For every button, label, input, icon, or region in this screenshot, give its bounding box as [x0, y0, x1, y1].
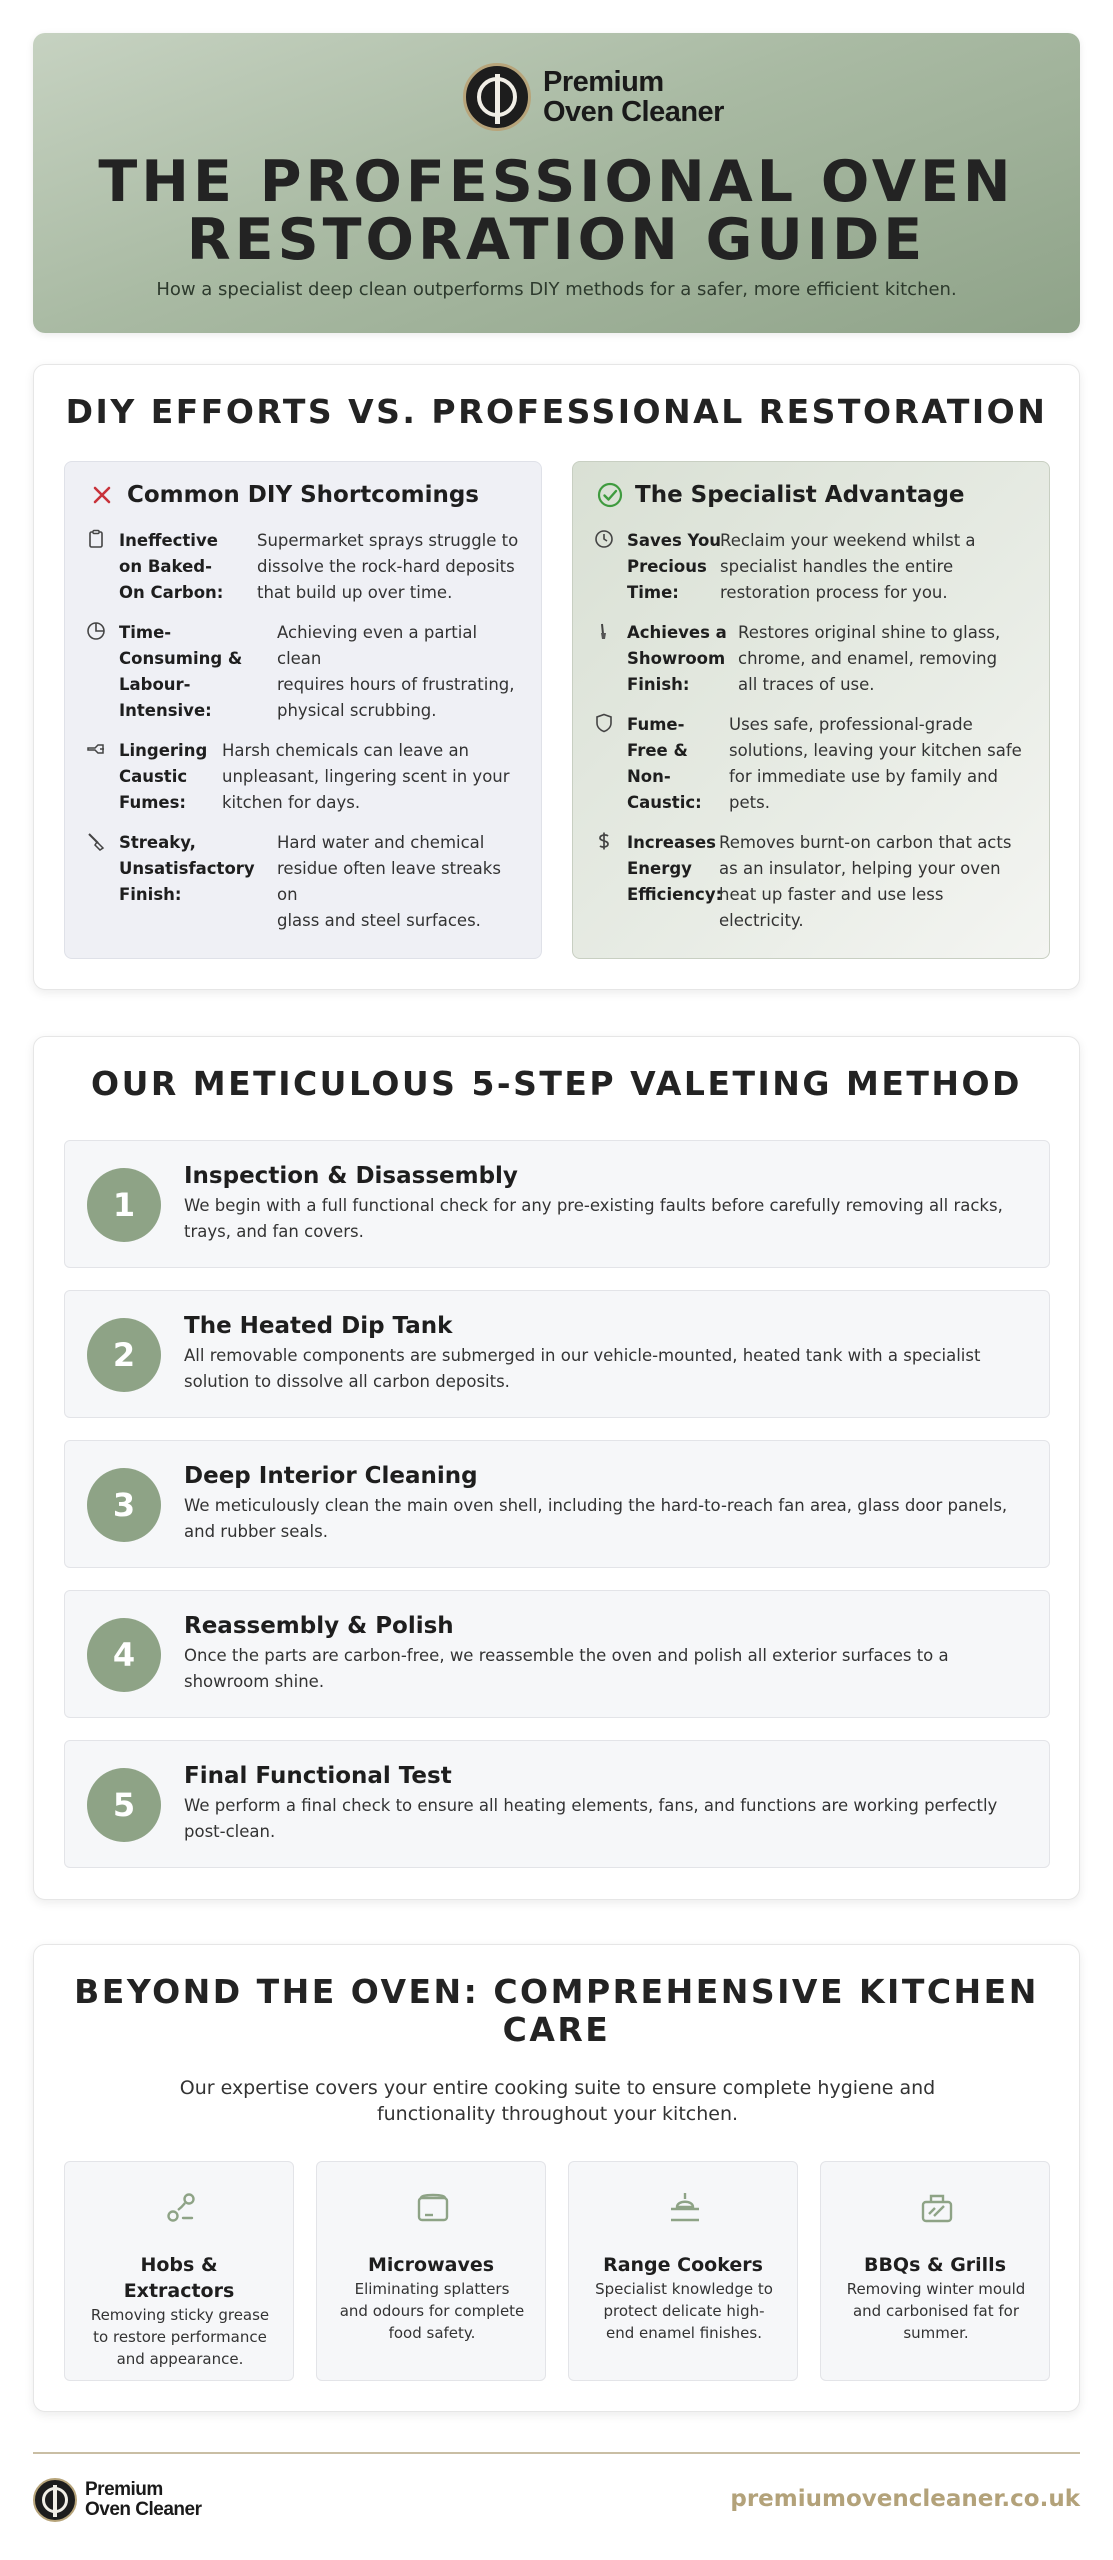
item-description: Hard water and chemical residue often leave streaks on glass and steel surfaces. [277, 833, 501, 930]
page-title-line1: THE PROFESSIONAL OVEN [98, 149, 1015, 215]
step-number: 1 [87, 1168, 161, 1242]
service-tile [316, 2161, 546, 2381]
item-description: Supermarket sprays struggle to dissolve the rock-hard deposits that build up over time. [257, 531, 519, 602]
tile-title: Microwaves [367, 2254, 495, 2276]
tile-description: Specialist knowledge to protect delicate high- end enamel finishes. [595, 2280, 773, 2342]
x-icon [89, 482, 115, 508]
brand-name-line1: Premium [85, 2479, 163, 2501]
page-subtitle: How a specialist deep clean outperforms DIY methods for a safer, more efficient kitchen. [156, 279, 957, 300]
diy-heading: Common DIY Shortcomings [127, 482, 479, 508]
range-cooker-icon [665, 2188, 705, 2228]
item-description: Restores original shine to glass, chrome, and enamel, removing all traces of use. [738, 623, 1001, 694]
step-title: Inspection & Disassembly [184, 1163, 518, 1189]
clock-icon [593, 528, 615, 550]
item-description: Uses safe, professional-grade solutions, leaving your kitchen safe for immediate use by family and pets. [729, 715, 1022, 812]
check-circle-icon [597, 482, 623, 508]
beyond-title: BEYOND THE OVEN: COMPREHENSIVE KITCHEN CARE [74, 1972, 1039, 2049]
dollar-icon [593, 830, 615, 852]
footer-divider [33, 2452, 1080, 2454]
tile-description: Removing winter mould and carbonised fat for summer. [846, 2280, 1026, 2342]
item-label: Saves You Precious Time: [627, 531, 722, 602]
step-card [64, 1740, 1050, 1868]
step-title: The Heated Dip Tank [184, 1313, 453, 1339]
item-description: Harsh chemicals can leave an unpleasant, lingering scent in your kitchen for days. [222, 741, 510, 812]
item-label: Achieves a Showroom Finish: [627, 623, 727, 694]
beyond-section [33, 1944, 1080, 2412]
spray-icon [85, 738, 107, 760]
step-number: 4 [87, 1618, 161, 1692]
item-description: Removes burnt-on carbon that acts as an insulator, helping your oven heat up faster and use less electricity. [719, 833, 1012, 930]
hero-banner [33, 33, 1080, 333]
brand-logo[interactable] [463, 63, 724, 131]
oven-cleaner-logo-mark-icon [33, 2478, 77, 2522]
tile-title: Hobs & Extractors [123, 2254, 235, 2302]
pro-panel [572, 461, 1050, 959]
item-label: Fume- Free & Non- Caustic: [627, 715, 702, 812]
step-number: 3 [87, 1468, 161, 1542]
item-label: Increases Energy Efficiency: [627, 833, 723, 904]
clipboard-icon [85, 528, 107, 550]
service-tile [568, 2161, 798, 2381]
step-description: We begin with a full functional check for any pre-existing faults before carefully removing all racks, trays, and fan covers. [184, 1196, 1003, 1241]
oven-cleaner-logo-mark-icon [463, 63, 531, 131]
step-card [64, 1440, 1050, 1568]
page-title-line2: RESTORATION GUIDE [186, 207, 927, 273]
brush-icon [85, 830, 107, 852]
tile-title: Range Cookers [603, 2254, 763, 2276]
page-title [33, 149, 1080, 273]
method-title: OUR METICULOUS 5-STEP VALETING METHOD [91, 1064, 1022, 1103]
footer-logo[interactable] [33, 2478, 202, 2522]
item-label: Ineffective on Baked- On Carbon: [119, 531, 224, 602]
comparison-title: DIY EFFORTS VS. PROFESSIONAL RESTORATION [65, 392, 1048, 431]
comparison-section [33, 364, 1080, 990]
brand-name-line2: Oven Cleaner [85, 2499, 202, 2520]
brand-name-line2: Oven Cleaner [543, 96, 724, 128]
microwave-icon [413, 2188, 453, 2228]
tile-description: Eliminating splatters and odours for complete food safety. [339, 2280, 525, 2342]
step-title: Final Functional Test [184, 1763, 452, 1789]
step-description: Once the parts are carbon-free, we reassemble the oven and polish all exterior surfaces to a showroom shine. [184, 1646, 949, 1691]
clock-pie-icon [85, 620, 107, 642]
step-card [64, 1590, 1050, 1718]
step-title: Reassembly & Polish [184, 1613, 454, 1639]
tile-description: Removing sticky grease to restore performance and appearance. [90, 2306, 270, 2368]
bbq-grill-icon [917, 2188, 957, 2228]
item-description: Achieving even a partial clean requires hours of frustrating, physical scrubbing. [277, 623, 515, 720]
item-label: Lingering Caustic Fumes: [119, 741, 208, 812]
website-link[interactable]: premiumovencleaner.co.uk [730, 2486, 1080, 2512]
item-label: Streaky, Unsatisfactory Finish: [119, 833, 255, 904]
brand-name-line1: Premium [543, 65, 664, 98]
pro-heading: The Specialist Advantage [635, 482, 965, 508]
item-label: Time- Consuming & Labour- Intensive: [119, 623, 243, 720]
step-card [64, 1140, 1050, 1268]
step-title: Deep Interior Cleaning [184, 1463, 478, 1489]
step-card [64, 1290, 1050, 1418]
item-description: Reclaim your weekend whilst a specialist handles the entire restoration process for you. [720, 531, 976, 602]
service-tile [64, 2161, 294, 2381]
service-tile [820, 2161, 1050, 2381]
step-description: All removable components are submerged in our vehicle-mounted, heated tank with a specialist solution to dissolve all carbon deposits. [184, 1346, 981, 1391]
shield-icon [593, 712, 615, 734]
tile-title: BBQs & Grills [863, 2254, 1007, 2276]
diy-panel [64, 461, 542, 959]
step-number: 5 [87, 1768, 161, 1842]
step-description: We perform a final check to ensure all heating elements, fans, and functions are working perfectly post-clean. [184, 1796, 998, 1841]
method-section [33, 1036, 1080, 1900]
hob-icon [161, 2188, 201, 2228]
step-number: 2 [87, 1318, 161, 1392]
step-description: We meticulously clean the main oven shell, including the hard-to-reach fan area, glass door panels, and rubber seals. [184, 1496, 1008, 1541]
beyond-intro: Our expertise covers your entire cooking suite to ensure complete hygiene and functionality throughout your kitchen. [179, 2077, 936, 2125]
sparkle-brush-icon [593, 620, 615, 642]
